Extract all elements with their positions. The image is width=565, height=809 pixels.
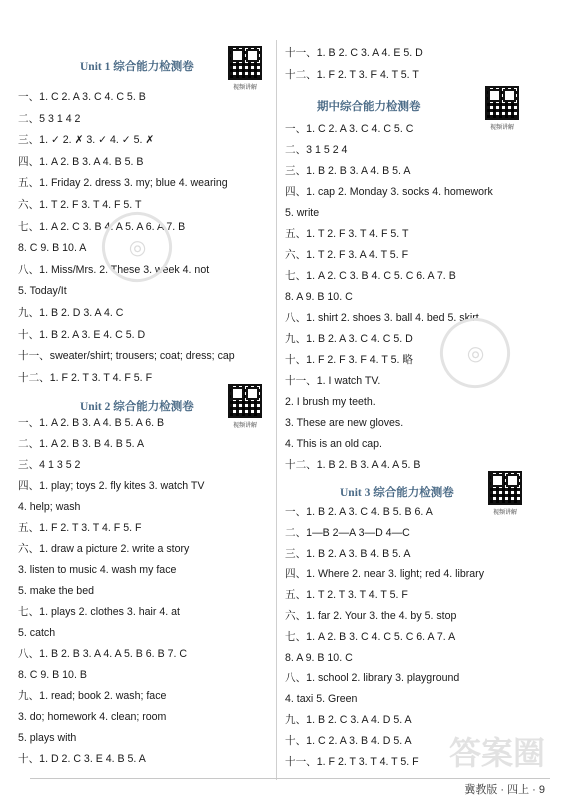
midterm-title: 期中综合能力检测卷 xyxy=(317,101,421,113)
answer-line: 2. I brush my teeth. xyxy=(285,396,376,408)
answer-line: 十一、1. F 2. T 3. T 4. T 5. F xyxy=(285,755,419,768)
answer-line: 8. C 9. B 10. B xyxy=(18,669,87,681)
answer-line: 4. help; wash xyxy=(18,501,81,513)
answer-line: 5. plays with xyxy=(18,732,77,744)
answer-line: 四、1. cap 2. Monday 3. socks 4. homework xyxy=(285,186,493,198)
answer-line: 二、3 1 5 2 4 xyxy=(285,144,348,156)
answer-line: 七、1. A 2. C 3. B 4. A 5. A 6. A 7. B xyxy=(18,220,186,233)
answer-line: 十、1. C 2. A 3. B 4. D 5. A xyxy=(285,734,412,747)
answer-line: 一、1. B 2. A 3. C 4. B 5. B 6. A xyxy=(285,506,433,518)
answer-line: 5. make the bed xyxy=(18,585,94,597)
answer-line: 5. write xyxy=(285,207,320,219)
answer-line: 二、1. A 2. B 3. B 4. B 5. A xyxy=(18,438,145,450)
unit3-title: Unit 3 综合能力检测卷 xyxy=(340,487,454,499)
qr-code-icon xyxy=(228,46,262,80)
answer-line: 六、1. T 2. F 3. A 4. T 5. F xyxy=(285,249,409,261)
answer-line: 一、1. A 2. B 3. A 4. B 5. A 6. B xyxy=(18,417,165,429)
answer-line: 3. These are new gloves. xyxy=(285,417,404,429)
qr-label: 视频讲解 xyxy=(232,423,257,429)
answer-line: 二、5 3 1 4 2 xyxy=(18,112,81,125)
answer-line: 8. A 9. B 10. C xyxy=(285,291,353,303)
answer-line: 八、1. Miss/Mrs. 2. These 3. week 4. not xyxy=(18,263,210,276)
unit2-qr-code[interactable] xyxy=(228,384,262,429)
answer-line: 九、1. B 2. C 3. A 4. D 5. A xyxy=(285,714,412,726)
stamp-watermark: ◎ xyxy=(92,202,182,292)
answer-line: 六、1. T 2. F 3. T 4. F 5. T xyxy=(18,199,142,211)
answer-line: 十二、1. F 2. T 3. F 4. T 5. T xyxy=(285,68,419,81)
answer-line: 七、1. A 2. B 3. C 4. C 5. C 6. A 7. A xyxy=(285,630,456,643)
answer-line: 九、1. B 2. D 3. A 4. C xyxy=(18,307,124,319)
answer-line: 五、1. F 2. T 3. T 4. F 5. F xyxy=(18,522,142,534)
answer-line: 3. listen to music 4. wash my face xyxy=(18,564,177,576)
answer-line: 十二、1. B 2. B 3. A 4. A 5. B xyxy=(285,459,421,471)
answer-line: 七、1. plays 2. clothes 3. hair 4. at xyxy=(18,606,180,618)
qr-label: 视频讲解 xyxy=(489,125,514,131)
answer-line: 九、1. read; book 2. wash; face xyxy=(18,690,167,702)
answer-line: 十一、1. I watch TV. xyxy=(285,375,381,387)
answer-line: 五、1. T 2. F 3. T 4. F 5. T xyxy=(285,228,409,240)
answer-line: 八、1. school 2. library 3. playground xyxy=(285,672,460,685)
answer-line: 七、1. A 2. C 3. B 4. C 5. C 6. A 7. B xyxy=(285,270,456,282)
answer-line: 八、1. shirt 2. shoes 3. ball 4. bed 5. skirt xyxy=(285,312,479,324)
answer-line: 五、1. T 2. T 3. T 4. T 5. F xyxy=(285,589,408,602)
qr-code-icon xyxy=(485,86,519,120)
qr-label: 视频讲解 xyxy=(492,510,517,516)
answer-line: 4. This is an old cap. xyxy=(285,438,382,450)
answer-line: 8. A 9. B 10. C xyxy=(285,651,353,664)
answer-line: 3. do; homework 4. clean; room xyxy=(18,711,167,723)
unit2-title: Unit 2 综合能力检测卷 xyxy=(80,401,194,413)
qr-code-icon xyxy=(228,384,262,418)
answer-line: 4. taxi 5. Green xyxy=(285,693,358,706)
answer-line: 十二、1. F 2. T 3. T 4. F 5. F xyxy=(18,371,153,384)
midterm-qr-code[interactable] xyxy=(485,86,519,131)
answer-line: 8. C 9. B 10. A xyxy=(18,242,87,255)
answer-line: 一、1. C 2. A 3. C 4. C 5. C xyxy=(285,123,414,135)
answer-line: 十、1. F 2. F 3. F 4. T 5. 略 xyxy=(285,354,413,366)
answer-line: 九、1. B 2. A 3. C 4. C 5. D xyxy=(285,333,413,345)
answer-line: 四、1. Where 2. near 3. light; red 4. library xyxy=(285,568,485,581)
answer-line: 三、4 1 3 5 2 xyxy=(18,459,81,471)
answer-line: 5. Today/It xyxy=(18,285,67,298)
qr-code-icon xyxy=(488,471,522,505)
answer-line: 五、1. Friday 2. dress 3. my; blue 4. wearing xyxy=(18,177,228,190)
answer-line: 十、1. B 2. A 3. E 4. C 5. D xyxy=(18,328,146,341)
site-watermark: 答案圈 xyxy=(448,734,545,772)
answer-line: 八、1. B 2. B 3. A 4. A 5. B 6. B 7. C xyxy=(18,648,188,660)
answer-line: 三、1. B 2. A 3. B 4. B 5. A xyxy=(285,547,411,560)
answer-line: 四、1. play; toys 2. fly kites 3. watch TV xyxy=(18,480,205,492)
unit1-title: Unit 1 综合能力检测卷 xyxy=(80,61,194,73)
answer-line: 十一、1. B 2. C 3. A 4. E 5. D xyxy=(285,47,423,59)
unit3-qr-code[interactable] xyxy=(488,471,522,516)
answer-line: 六、1. draw a picture 2. write a story xyxy=(18,543,190,555)
answer-line: 十一、sweater/shirt; trousers; coat; dress; cap xyxy=(18,350,235,363)
answer-line: 四、1. A 2. B 3. A 4. B 5. B xyxy=(18,155,144,168)
answer-line: 二、1—B 2—A 3—D 4—C xyxy=(285,526,410,539)
page-footer: 冀教版 · 四上 · 9 xyxy=(464,784,545,796)
answer-line: 一、1. C 2. A 3. C 4. C 5. B xyxy=(18,91,146,103)
unit1-qr-code[interactable] xyxy=(228,46,262,91)
answer-line: 5. catch xyxy=(18,627,56,639)
answer-line: 六、1. far 2. Your 3. the 4. by 5. stop xyxy=(285,610,457,622)
column-divider xyxy=(276,40,277,780)
stamp-watermark: ◎ xyxy=(430,308,520,398)
answer-line: 三、1. B 2. B 3. A 4. B 5. A xyxy=(285,165,411,177)
qr-label: 视频讲解 xyxy=(232,85,257,91)
footer-rule xyxy=(30,778,550,779)
answer-line: 十、1. D 2. C 3. E 4. B 5. A xyxy=(18,753,146,765)
answer-line: 三、1. ✓ 2. ✗ 3. ✓ 4. ✓ 5. ✗ xyxy=(18,134,155,147)
